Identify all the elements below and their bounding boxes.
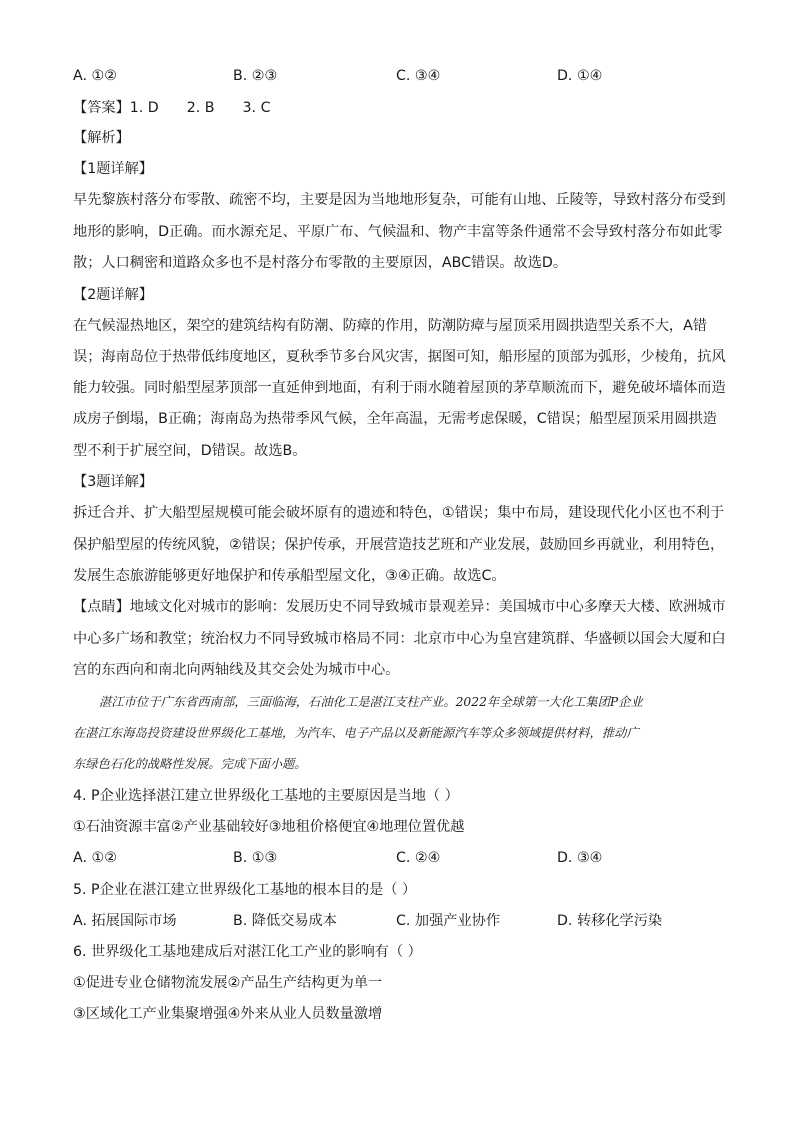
detail-2-line: 能力较强。同时船型屋茅顶部一直延伸到地面，有利于雨水随着屋顶的茅草顺流而下，避免破坏墙体而造 bbox=[73, 380, 726, 396]
question-4-stem: 4. P企业选择湛江建立世界级化工基地的主要原因是当地（ ） bbox=[73, 788, 459, 804]
q3-option-b: B. ②③ bbox=[233, 68, 278, 84]
q5-option-b: B. 降低交易成本 bbox=[233, 913, 337, 929]
material-line: 东绿色石化的战略性发展。完成下面小题。 bbox=[73, 757, 307, 771]
q5-option-a: A. 拓展国际市场 bbox=[73, 913, 177, 929]
q4-option-c: C. ②④ bbox=[396, 850, 441, 866]
q4-option-a: A. ①② bbox=[73, 850, 117, 866]
answer-line bbox=[73, 98, 270, 118]
detail-2-title: 【2题详解】 bbox=[73, 287, 153, 303]
detail-2-line: 成房子倒塌，B正确；海南岛为热带季风气候，全年高温，无需考虑保暖，C错误；船型屋顶采用圆拱造 bbox=[73, 411, 717, 427]
material-line: 湛江市位于广东省西南部，三面临海，石油化工是湛江支柱产业。2022年全球第一大化工集团P企业 bbox=[99, 695, 643, 709]
detail-1-line: 散；人口稠密和道路众多也不是村落分布零散的主要原因，ABC错误。故选D。 bbox=[73, 255, 568, 271]
answer-item: 1. D bbox=[129, 100, 159, 116]
detail-1-line: 地形的影响，D正确。而水源充足、平原广布、气候温和、物产丰富等条件通常不会导致村落分布如此零 bbox=[73, 224, 723, 240]
q3-option-d: D. ①④ bbox=[557, 68, 603, 84]
detail-1-line: 早先黎族村落分布零散、疏密不均，主要是因为当地地形复杂，可能有山地、丘陵等，导致村落分布受到 bbox=[73, 192, 726, 208]
analysis-tag: 【解析】 bbox=[73, 130, 130, 146]
q3-option-c: C. ③④ bbox=[396, 68, 441, 84]
material-line: 在湛江东海岛投资建设世界级化工基地，为汽车、电子产品以及新能源汽车等众多领域提供材料，推动广 bbox=[73, 726, 639, 740]
answer-item: 3. C bbox=[242, 100, 271, 116]
q5-option-d: D. 转移化学污染 bbox=[557, 913, 663, 929]
note-line bbox=[73, 597, 726, 617]
detail-3-line: 保护船型屋的传统风貌，②错误；保护传承，开展营造技艺班和产业发展，鼓励回乡再就业，利用特色， bbox=[73, 537, 725, 553]
question-6-stem: 6. 世界级化工基地建成后对湛江化工产业的影响有（ ） bbox=[73, 944, 422, 960]
detail-2-line: 误；海南岛位于热带低纬度地区，夏秋季节多台风灾害，据图可知，船形屋的顶部为弧形，少棱角，抗风 bbox=[73, 349, 726, 365]
note-tag: 【点睛】 bbox=[73, 599, 130, 615]
detail-3-title: 【3题详解】 bbox=[73, 474, 153, 490]
question-5-stem: 5. P企业在湛江建立世界级化工基地的根本目的是（ ） bbox=[73, 882, 417, 898]
detail-2-line: 型不利于扩展空间，D错误。故选B。 bbox=[73, 443, 307, 459]
question-4-items: ①石油资源丰富②产业基础较好③地租价格便宜④地理位置优越 bbox=[73, 819, 465, 835]
answer-item: 2. B bbox=[186, 100, 215, 116]
q4-option-d: D. ③④ bbox=[557, 850, 603, 866]
answer-tag: 【答案】 bbox=[73, 100, 130, 116]
q5-option-c: C. 加强产业协作 bbox=[396, 913, 501, 929]
q4-option-b: B. ①③ bbox=[233, 850, 278, 866]
detail-3-line: 发展生态旅游能够更好地保护和传承船型屋文化，③④正确。故选C。 bbox=[73, 568, 506, 584]
detail-1-title: 【1题详解】 bbox=[73, 161, 153, 177]
question-6-items: ①促进专业仓储物流发展②产品生产结构更为单一 bbox=[73, 975, 383, 991]
q3-option-a: A. ①② bbox=[73, 68, 117, 84]
detail-2-line: 在气候湿热地区，架空的建筑结构有防潮、防瘴的作用，防潮防瘴与屋顶采用圆拱造型关系不大，A错 bbox=[73, 318, 707, 334]
note-line: 宫的东西向和南北向两轴线及其交会处为城市中心。 bbox=[73, 662, 400, 678]
note-text: 地域文化对城市的影响：发展历史不同导致城市景观差异：美国城市中心多摩天大楼、欧洲城市 bbox=[129, 599, 726, 615]
detail-3-line: 拆迁合并、扩大船型屋规模可能会破坏原有的遗迹和特色，①错误；集中布局，建设现代化小区也不利于 bbox=[73, 505, 725, 521]
note-line: 中心多广场和教堂；统治权力不同导致城市格局不同：北京市中心为皇宫建筑群、华盛顿以国会大厦和白 bbox=[73, 631, 726, 647]
question-6-items: ③区域化工产业集聚增强④外来从业人员数量激增 bbox=[73, 1006, 383, 1022]
